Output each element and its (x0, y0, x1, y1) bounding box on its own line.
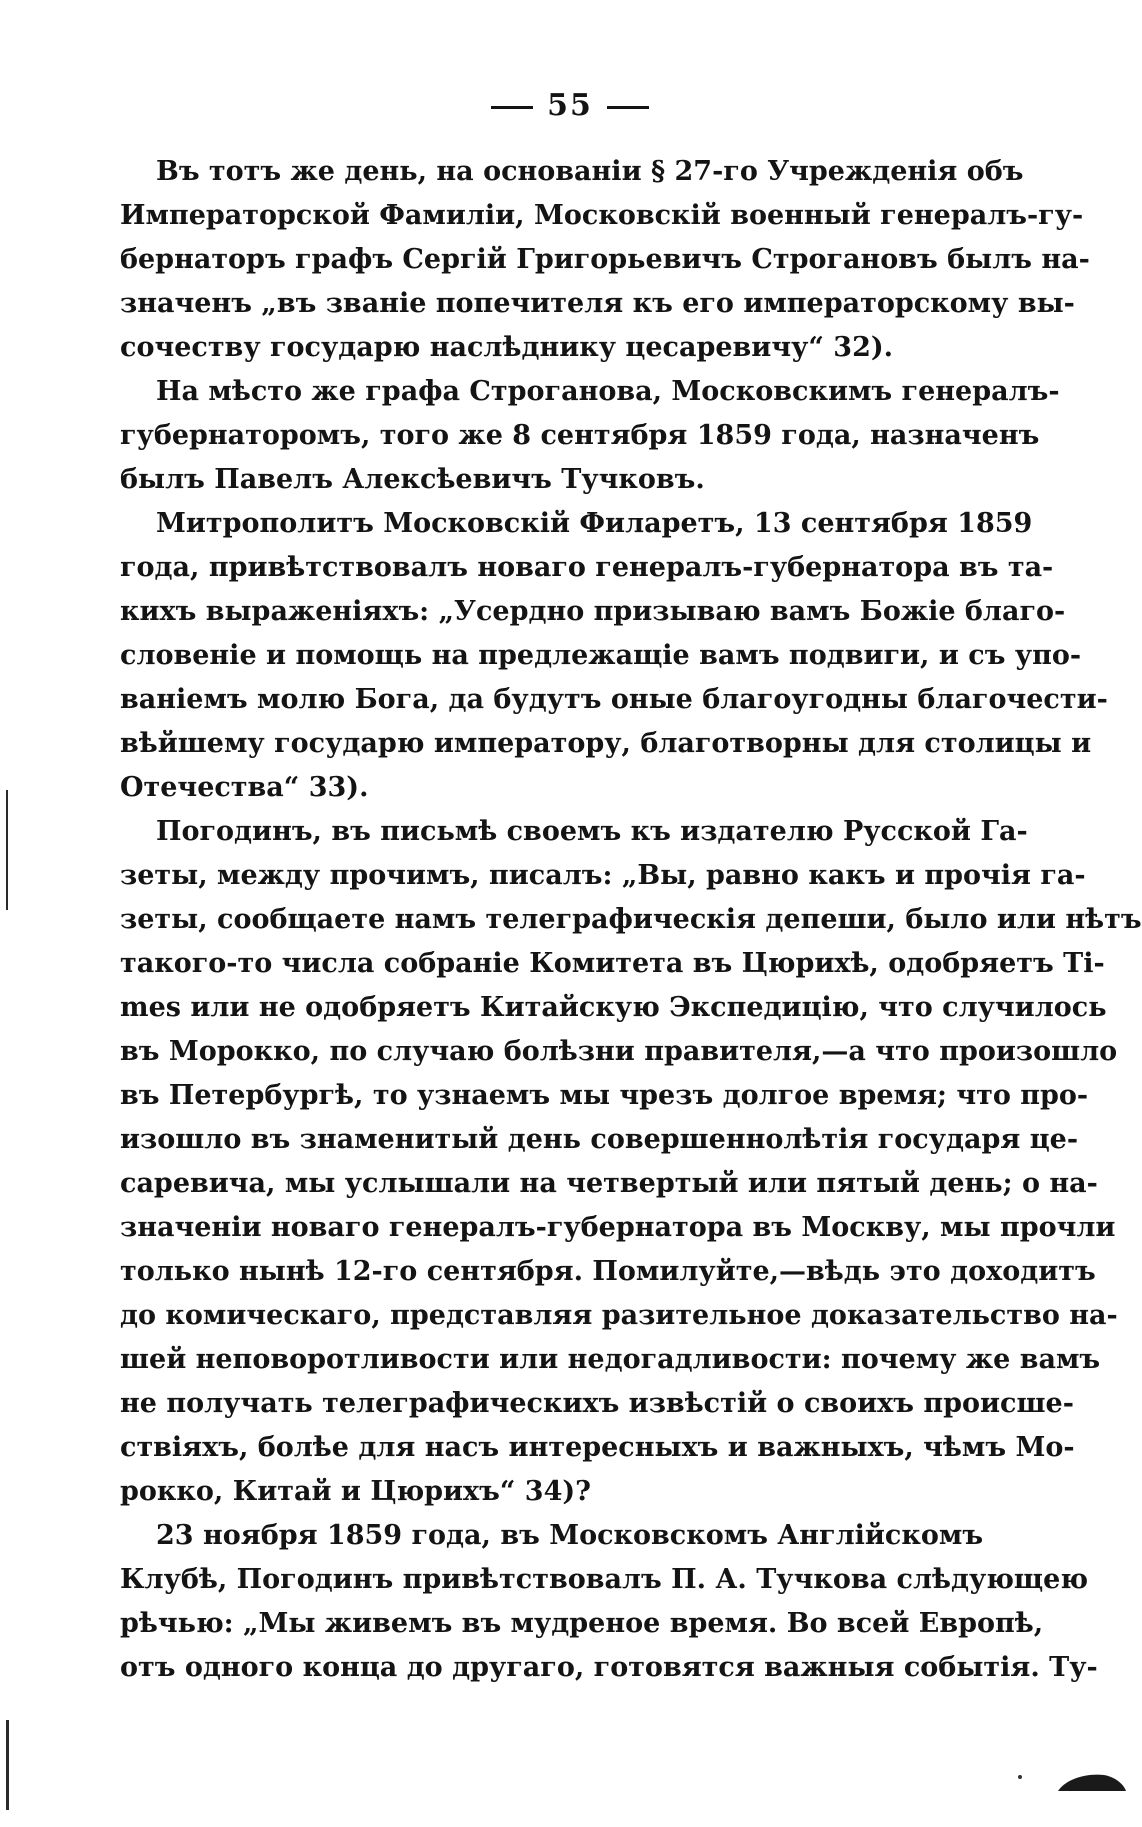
text-line: значеніи новаго генералъ-губернатора въ Москву, мы прочли (120, 1212, 1116, 1243)
text-line: до комическаго, представляя разительное доказательство на- (120, 1300, 1118, 1331)
text-line: отъ одного конца до другаго, готовятся важныя событія. Ту- (120, 1652, 1098, 1683)
body-text (120, 150, 1142, 1690)
text-line: Клубѣ, Погодинъ привѣтствовалъ П. А. Тучкова слѣдующею (120, 1564, 1089, 1595)
scan-speck (1018, 1775, 1022, 1779)
page-number (0, 88, 1140, 123)
text-line: зеты, сообщаете намъ телеграфическія депеши, было или нѣтъ (120, 904, 1142, 935)
text-line: саревича, мы услышали на четвертый или пятый день; о на- (120, 1168, 1098, 1199)
text-line: вѣйшему государю императору, благотворны для столицы и (120, 728, 1092, 759)
right-dash (607, 106, 649, 109)
text-line: кихъ выраженіяхъ: „Усердно призываю вамъ Божіе благо- (120, 596, 1066, 627)
text-line: рѣчью: „Мы живемъ въ мудреное время. Во всей Европѣ, (120, 1608, 1044, 1639)
page-number-value: 55 (547, 88, 593, 123)
text-line: такого-то числа собраніе Комитета въ Цюрихѣ, одобряетъ Ti- (120, 948, 1105, 979)
text-line: Въ тотъ же день, на основаніи § 27-го Учрежденія объ (156, 156, 1024, 187)
text-line: Императорской Фамиліи, Московскій военный генералъ-гу- (120, 200, 1084, 231)
text-line: mes или не одобряетъ Китайскую Экспедицію, что случилось (120, 992, 1107, 1023)
text-line: словеніе и помощь на предлежащіе вамъ подвиги, и съ упо- (120, 640, 1082, 671)
text-line: въ Мороккo, по случаю болѣзни правителя,—а что произошло (120, 1036, 1118, 1067)
text-line: бернаторъ графъ Сергій Григорьевичъ Строгановъ былъ на- (120, 244, 1090, 275)
text-line: Погодинъ, въ письмѣ своемъ къ издателю Русской Га- (156, 816, 1028, 847)
scan-edge-mark (6, 790, 8, 910)
text-line: ваніемъ молю Бога, да будутъ оные благоугодны благочести- (120, 684, 1108, 715)
text-line: губернаторомъ, того же 8 сентября 1859 года, назначенъ (120, 420, 1040, 451)
text-line: ствіяхъ, болѣе для насъ интересныхъ и важныхъ, чѣмъ Мо- (120, 1432, 1075, 1463)
text-line: 23 ноября 1859 года, въ Московскомъ Англійскомъ (156, 1520, 984, 1551)
text-line: изошло въ знаменитый день совершеннолѣтія государя це- (120, 1124, 1079, 1155)
text-line: года, привѣтствовалъ новаго генералъ-губернатора въ та- (120, 552, 1054, 583)
text-line: только нынѣ 12-го сентября. Помилуйте,—вѣдь это доходитъ (120, 1256, 1096, 1287)
text-line: рокко, Китай и Цюрихъ“ 34)? (120, 1476, 591, 1507)
text-line: въ Петербургѣ, то узнаемъ мы чрезъ долгое время; что про- (120, 1080, 1089, 1111)
ink-blot (1056, 1771, 1126, 1793)
text-line: Отечества“ 33). (120, 772, 369, 803)
text-line: значенъ „въ званіе попечителя къ его императорскому вы- (120, 288, 1075, 319)
left-dash (491, 106, 533, 109)
text-line: зеты, между прочимъ, писалъ: „Вы, равно какъ и прочія га- (120, 860, 1086, 891)
scan-edge-mark (6, 1720, 9, 1810)
text-line: былъ Павелъ Алексѣевичъ Тучковъ. (120, 464, 705, 495)
text-line: сочеству государю наслѣднику цесаревичу“ 32). (120, 332, 894, 363)
text-line: Митрополитъ Московскій Филаретъ, 13 сентября 1859 (156, 508, 1033, 539)
text-line: На мѣсто же графа Строганова, Московскимъ генералъ- (156, 376, 1060, 407)
text-line: шей неповоротливости или недогадливости: почему же вамъ (120, 1344, 1101, 1375)
text-line: не получать телеграфическихъ извѣстій о своихъ происше- (120, 1388, 1074, 1419)
